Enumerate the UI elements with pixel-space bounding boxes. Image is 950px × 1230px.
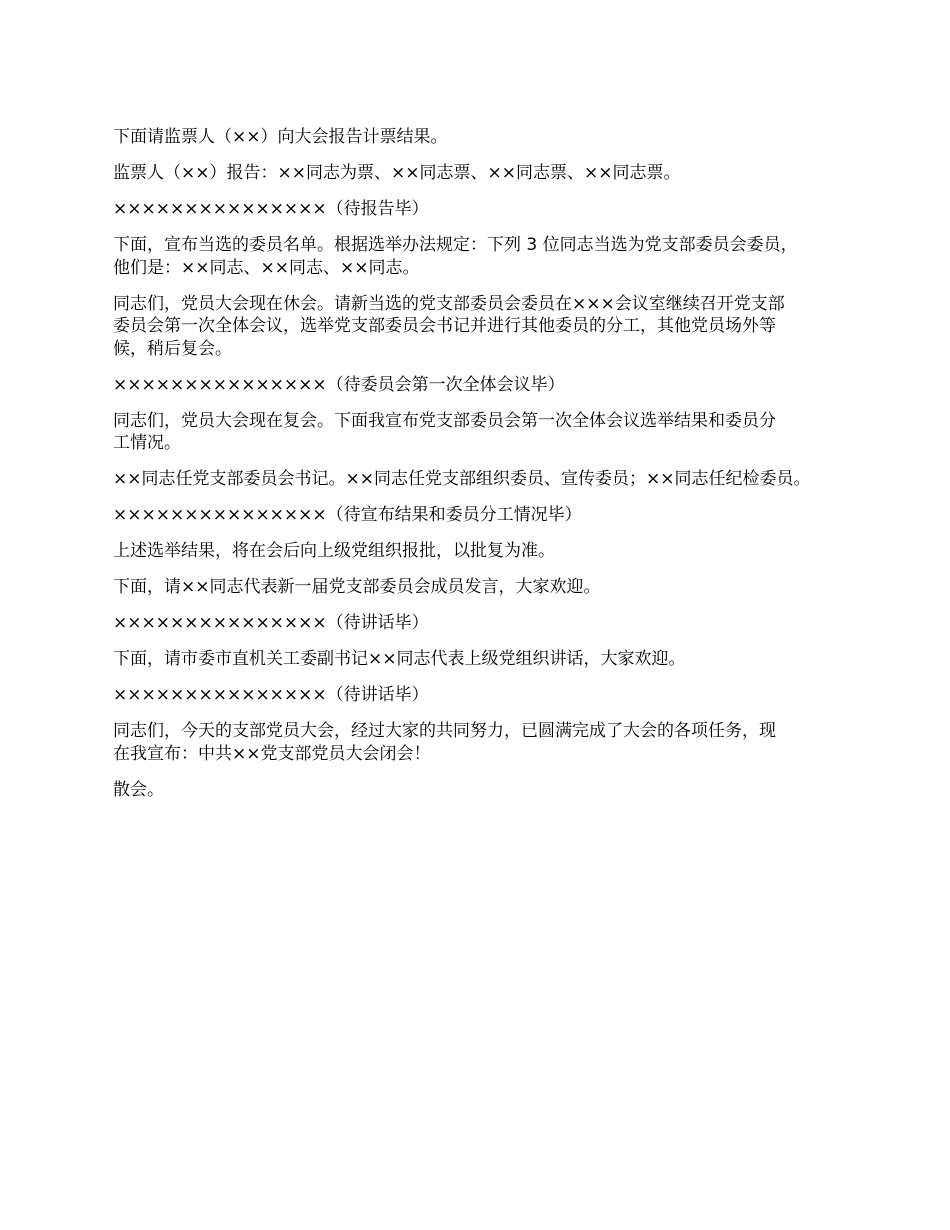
text-line: 候，稍后复会。: [113, 338, 232, 359]
text-line: ×××××××××××××××（待委员会第一次全体会议毕）: [113, 374, 565, 395]
text-line: ×××××××××××××××（待宣布结果和委员分工情况毕）: [113, 505, 582, 525]
text-line: 同志们，党员大会现在休会。请新当选的党支部委员会委员在×××会议室继续召开党支部: [113, 293, 785, 314]
paragraph-elected-members: [113, 234, 873, 279]
paragraph-placeholder-speech-done-1: [113, 612, 873, 635]
text-line: 散会。: [113, 779, 164, 800]
text-line: ×××××××××××××××（待讲话毕）: [113, 685, 429, 705]
text-line: 同志们，党员大会现在复会。下面我宣布党支部委员会第一次全体会议选举结果和委员分: [113, 410, 776, 431]
paragraph-closing-statement: [113, 720, 873, 765]
paragraph-role-assignments: [113, 468, 873, 491]
text-line: 上述选举结果，将在会后向上级党组织报批，以批复为准。: [113, 541, 555, 561]
paragraph-recess: [113, 293, 873, 361]
paragraph-placeholder-committee-meeting: [113, 374, 873, 397]
paragraph-new-committee-speech: [113, 576, 873, 599]
text-line: ××同志任党支部委员会书记。××同志任党支部组织委员、宣传委员；××同志任纪检委员。: [113, 469, 811, 489]
paragraph-reconvene: [113, 410, 873, 455]
paragraph-superior-speech: [113, 648, 873, 671]
paragraph-approval-note: [113, 540, 873, 563]
text-line: 下面请监票人（××）向大会报告计票结果。: [113, 127, 448, 147]
paragraph-placeholder-report-done: [113, 198, 873, 221]
text-line: 监票人（××）报告：××同志为票、××同志票、××同志票、××同志票。: [113, 163, 681, 183]
paragraph-placeholder-results-announced: [113, 504, 873, 527]
text-line: 在我宣布：中共××党支部党员大会闭会！: [113, 743, 431, 764]
text-line: ×××××××××××××××（待讲话毕）: [113, 613, 429, 633]
document-page: [113, 126, 873, 815]
text-line: 工情况。: [113, 433, 181, 453]
text-line: 他们是：××同志、××同志、××同志。: [113, 257, 420, 278]
paragraph-placeholder-speech-done-2: [113, 684, 873, 707]
text-line: 委员会第一次全体会议，选举党支部委员会书记并进行其他委员的分工，其他党员场外等: [113, 316, 776, 336]
paragraph-adjourn: [113, 779, 873, 802]
text-line: 下面，宣布当选的委员名单。根据选举办法规定：下列 3 位同志当选为党支部委员会委员，: [113, 235, 798, 255]
paragraph-scrutineer-report: [113, 162, 873, 185]
text-line: ×××××××××××××××（待报告毕）: [113, 199, 429, 219]
text-line: 同志们，今天的支部党员大会，经过大家的共同努力，已圆满完成了大会的各项任务，现: [113, 721, 776, 741]
text-line: 下面，请市委市直机关工委副书记××同志代表上级党组织讲话，大家欢迎。: [113, 649, 686, 669]
text-line: 下面，请××同志代表新一届党支部委员会成员发言，大家欢迎。: [113, 577, 601, 597]
paragraph-vote-report-request: [113, 126, 873, 149]
